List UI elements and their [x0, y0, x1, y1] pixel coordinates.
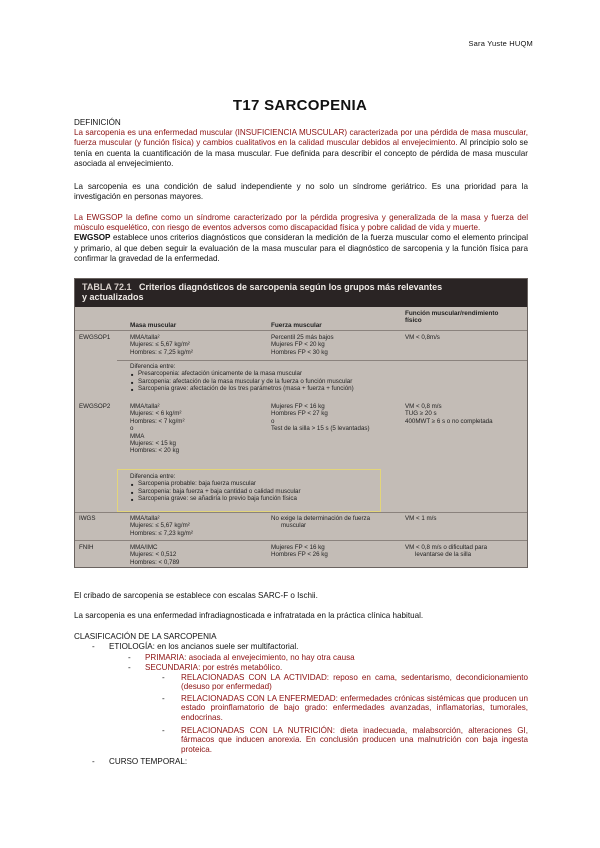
iwgs-masa: MMA/talla² Mujeres: ≤ 5,67 kg/m² Hombres: ≤ 7,23 kg/m²	[130, 515, 193, 537]
ewgsop2-masa: MMA/talla² Mujeres: < 6 kg/m² Hombres: < 7 kg/m² o MMA Mujeres: < 15 kg Hombres: < 20 kg	[130, 403, 185, 455]
primaria-item: PRIMARIA: asociada al envejecimiento, no hay otra causa	[145, 653, 355, 662]
list-item: ■ Sarcopenia: baja fuerza + baja cantidad o calidad muscular	[138, 488, 301, 495]
ewgsop2-fuerza: Mujeres FP < 16 kg Hombres FP < 27 kg o Test de la silla > 15 s (5 levantadas)	[271, 403, 370, 433]
list-item: ■ Sarcopenia grave: se añadiría lo previo baja función física	[138, 495, 301, 502]
nutricion-item: RELACIONADAS CON LA NUTRICIÓN: dieta inadecuada, malabsorción, alteraciones GI, fármacos que inducen anorexia. En conclusión producen una malnutrición con baja ingesta proteica.	[181, 726, 528, 754]
classification-heading: CLASIFICACIÓN DE LA SARCOPENIA	[74, 632, 217, 641]
list-item: ■ Presarcopenia: afectación únicamente de la masa muscular	[138, 370, 354, 377]
ewgsop1-differences: Diferencia entre: ■ Presarcopenia: afectación únicamente de la masa muscular ■ Sarcopenia: afectación de la masa muscular y de la fuerza o función muscular ■ Sarcopenia grave: afectación de los tres parámetros (masa + fuerza + función)	[130, 363, 354, 393]
secundaria-item: SECUNDARIA: por estrés metabólico.	[145, 663, 283, 672]
group-fnih: FNIH	[79, 544, 94, 551]
iwgs-fuerza: No exige la determinación de fuerza muscular	[271, 515, 371, 530]
dash-bullet: -	[128, 663, 131, 672]
group-ewgsop1: EWGSOP1	[79, 334, 111, 341]
page-title: T17 SARCOPENIA	[232, 97, 368, 114]
group-iwgs: IWGS	[79, 515, 96, 522]
paragraph-ewgsop	[74, 213, 528, 264]
dash-bullet: -	[92, 757, 95, 766]
paragraph-infradiagnosticada: La sarcopenia es una enfermedad infradiagnosticada e infratratada en la práctica clínica habitual.	[74, 611, 424, 620]
ewgsop2-funcion: VM < 0,8 m/s TUG ≥ 20 s 400MWT ≥ 6 s o no completada	[405, 403, 493, 425]
divider	[75, 330, 527, 331]
list-item: ■ Sarcopenia probable: baja fuerza muscular	[138, 480, 301, 487]
etiologia-item: ETIOLOGÍA: en los ancianos suele ser multifactorial.	[109, 642, 299, 651]
enfermedad-item: RELACIONADAS CON LA ENFERMEDAD: enfermedades crónicas sistémicas que producen un estado proinflamatorio de bajo grado: enfermedades avanzadas, inflamatorias, tumorales, endocrinas.	[181, 694, 528, 722]
definition-heading: DEFINICIÓN	[74, 118, 121, 127]
dash-bullet: -	[162, 673, 165, 682]
col-header-funcion: Función muscular/rendimiento físico	[405, 310, 499, 325]
table-number: TABLA 72.1	[82, 282, 132, 292]
dash-bullet: -	[162, 694, 165, 703]
ewgsop1-masa: MMA/talla² Mujeres: ≤ 5,67 kg/m² Hombres: ≤ 7,25 kg/m²	[130, 334, 193, 356]
iwgs-funcion: VM < 1 m/s	[405, 515, 437, 522]
table-title-line2: y actualizados	[82, 292, 144, 302]
fnih-fuerza: Mujeres FP < 16 kg Hombres FP < 26 kg	[271, 544, 328, 559]
divider	[75, 512, 527, 513]
group-ewgsop2: EWGSOP2	[79, 403, 111, 410]
paragraph-cribado: El cribado de sarcopenia se establece con escalas SARC-F o Ischii.	[74, 591, 318, 600]
ewgsop-criteria: establece unos criterios diagnósticos que consideran la medición de la fuerza muscular como el elemento principal y primario, al que deben seguir la evaluación de la masa muscular para el diagnóstico de sarcopenia y la función física para confirmar la gravedad de la enfermedad.	[74, 233, 528, 263]
divider	[75, 540, 527, 541]
ewgsop-definition: La EWGSOP la define como un síndrome caracterizado por la pérdida progresiva y generalizada de la masa y fuerza del músculo esquelético, con riesgo de eventos adversos como discapacidad física y pobre calidad de vida y muerte.	[74, 213, 528, 233]
dash-bullet: -	[128, 653, 131, 662]
curso-temporal-item: CURSO TEMPORAL:	[109, 757, 188, 766]
table-title-line1: Criterios diagnósticos de sarcopenia según los grupos más relevantes	[139, 282, 443, 292]
list-item: ■ Sarcopenia grave: afectación de los tres parámetros (masa + fuerza + función)	[138, 385, 354, 392]
col-header-fuerza: Fuerza muscular	[271, 322, 322, 329]
actividad-item: RELACIONADAS CON LA ACTIVIDAD: reposo en cama, sedentarismo, decondicionamiento (desuso por enfermedad)	[181, 673, 528, 692]
author-name: Sara Yuste HUQM	[468, 39, 533, 48]
ewgsop1-funcion: VM < 0,8m/s	[405, 334, 440, 341]
definition-red-text: La sarcopenia es una enfermedad muscular (INSUFICIENCIA MUSCULAR) caracterizada por una pérdida de masa muscular, fuerza muscular (y función física) y cambios cualitativos en la calidad muscular debidos al envejecimiento.	[74, 128, 528, 148]
dash-bullet: -	[92, 642, 95, 651]
definition-text: Al principio solo se tenía en cuenta la cuantificación de la masa muscular. Fue definida para describir el concepto de pérdida de masa muscular asociada al envejecimiento.	[74, 138, 528, 168]
paragraph-condition: La sarcopenia es una condición de salud independiente y no solo un síndrome geriátrico. Es una prioridad para la investigación en personas mayores.	[74, 182, 528, 202]
definition-section	[74, 118, 528, 169]
ewgsop-label: EWGSOP	[74, 233, 111, 243]
diagnostic-criteria-table	[74, 278, 528, 568]
fnih-funcion: VM < 0,8 m/s o dificultad para levantarse de la silla	[405, 544, 488, 559]
ewgsop2-differences: Diferencia entre: ■ Sarcopenia probable: baja fuerza muscular ■ Sarcopenia: baja fuerza + baja cantidad o calidad muscular ■ Sarcopenia grave: se añadiría lo previo baja función física	[130, 473, 301, 503]
divider	[117, 360, 527, 361]
col-header-masa: Masa muscular	[130, 322, 177, 329]
dash-bullet: -	[162, 726, 165, 735]
list-item: ■ Sarcopenia: afectación de la masa muscular y de la fuerza o función muscular	[138, 378, 354, 385]
ewgsop1-fuerza: Percentil 25 más bajos Mujeres FP < 20 kg Hombres FP < 30 kg	[271, 334, 334, 356]
table-header	[75, 279, 527, 307]
fnih-masa: MMA/IMC Mujeres: < 0,512 Hombres: < 0,789	[130, 544, 180, 566]
